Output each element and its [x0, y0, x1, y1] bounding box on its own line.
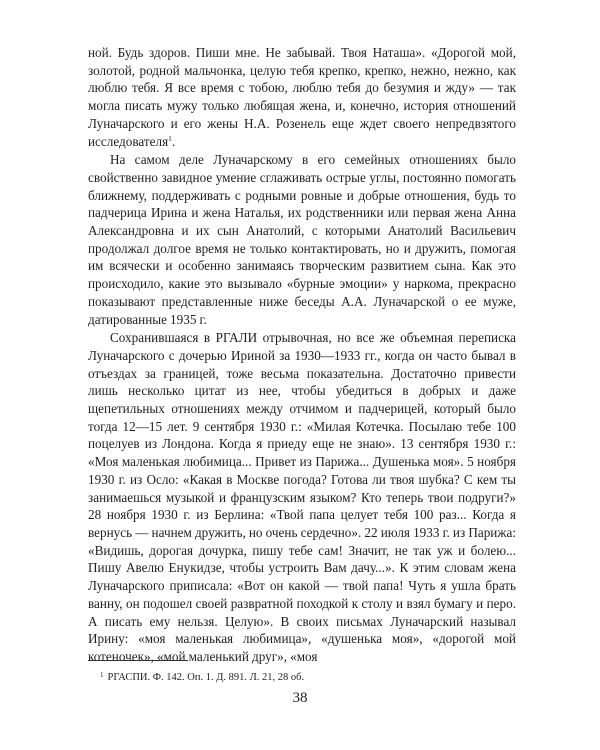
footnote-mark: 1: [100, 671, 104, 679]
footnote-text: РГАСПИ. Ф. 142. Оп. 1. Д. 891. Л. 21, 28 об.: [107, 672, 305, 683]
paragraph-1-text: ной. Будь здоров. Пиши мне. Не забывай. Твоя Наташа». «Дорогой мой, золотой, родной мальчонка, целую тебя крепко, крепко, нежно, нежно, как люблю тебя. Я все время с тобою, люблю тебя до безумия и жду» — так могла писать мужу только любящая жена, и, конечно, история отношений Луначарского и его жены Н.А. Розенель еще ждет своего непредвзятого исследователя: [88, 45, 516, 149]
paragraph-3: Сохранившаяся в РГАЛИ отрывочная, но все же объемная переписка Луначарского с дочерью Ириной за 1930—1933 гг., когда он часто бывал в отъездах за границей, тоже весьма показательна. Достаточно привести лишь несколько цитат из нее, чтобы убедиться в добрых и даже щепетильных отношениях между отчимом и падчерицей, который было тогда 12—15 лет. 9 сентября 1930 г.: «Милая Котечка. Посылаю тебе 100 поцелуев из Лондона. Когда я приеду еще не знаю». 13 сентября 1930 г.: «Моя маленькая любимица... Привет из Парижа... Душенька моя». 5 ноября 1930 г. из Осло: «Какая в Москве погода? Готова ли твоя шубка? С кем ты занимаешься музыкой и французским языком? Кто теперь твои подруги?» 28 ноября 1930 г. из Берлина: «Твой папа целует тебя 100 раз... Когда я вернусь — начнем дружить, но очень сердечно». 22 июля 1933 г. из Парижа: «Видишь, дорогая дочурка, пишу тебе сам! Значит, не так уж и болею... Пишу Авелю Енукидзе, чтобы устроить Вам дачу...». К этим словам жена Луначарского приписала: «Вот он какой — твой папа! Чуть я ушла брать ванну, он подошел своей развратной походкой к столу и взял бумагу и перо. А писать ему нельзя. Целую». В своих письмах Луначарский называл Ирину: «моя маленькая любимица», «душенька моя», «дорогой мой котеночек», «мой маленький друг», «моя: [88, 330, 516, 664]
footnote-reference[interactable]: 1: [168, 133, 172, 143]
page-body: [88, 44, 516, 666]
page-number: 38: [292, 690, 308, 706]
footnote-divider: [88, 660, 188, 661]
footnote: [100, 668, 510, 685]
paragraph-2: На самом деле Луначарскому в его семейных отношениях было свойственно завидное умение сглаживать острые углы, постоянно помогать ближнему, поддерживать с родными ровные и добрые отношения, будь то падчерица Ирина и жена Наталья, их родственники или первая жена Анна Александровна и их сын Анатолий, с которыми Анатолий Васильевич продолжал долгое время не только контактировать, но и дружить, помогая им всячески и особенно занимаясь творческим развитием сына. Как это происходило, какие это вызывало «бурные эмоции» у наркома, прекрасно показывают представленные ниже беседы А.А. Луначарской о ее муже, датированные 1935 г.: [88, 152, 516, 327]
paragraph-1: ной. Будь здоров. Пиши мне. Не забывай. Твоя Наташа». «Дорогой мой, золотой, родной мальчонка, целую тебя крепко, крепко, нежно, нежно, как люблю тебя. Я все время с тобою, люблю тебя до безумия и жду» — так могла писать мужу только любящая жена, и, конечно, история отношений Луначарского и его жены Н.А. Розенель еще ждет своего непредвзятого исследователя$^1$.: [88, 45, 516, 149]
